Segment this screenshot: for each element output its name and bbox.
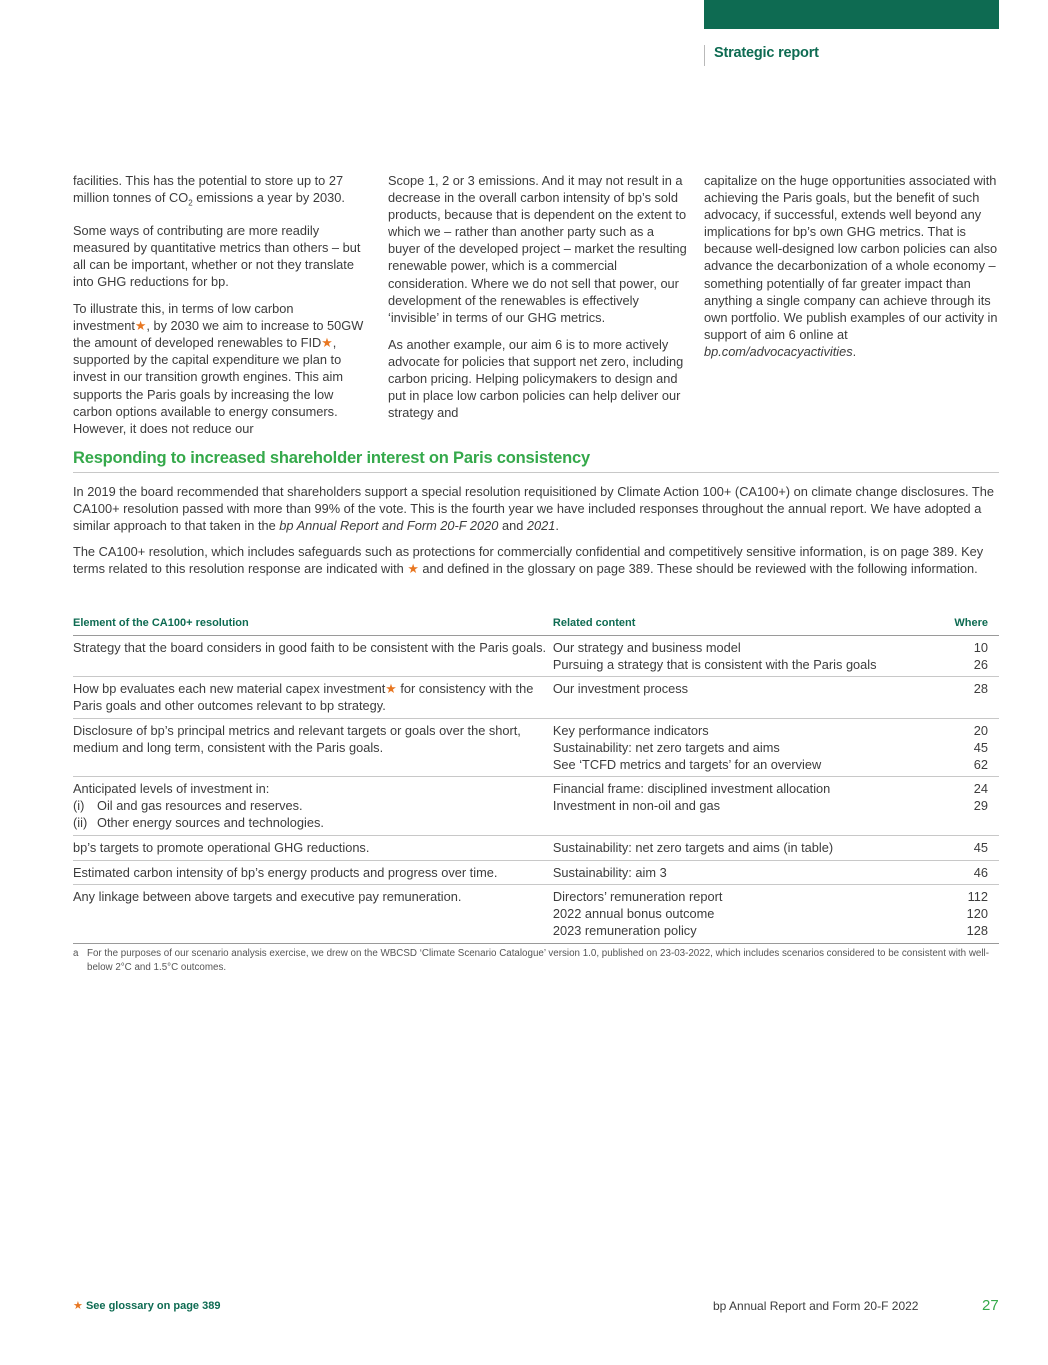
page-ref: 24	[973, 781, 988, 797]
page-ref: 10	[973, 639, 988, 655]
body-columns	[73, 172, 999, 442]
column-2	[388, 172, 688, 431]
where-cell	[938, 885, 999, 943]
page-ref: 128	[966, 922, 988, 938]
related-item: Financial frame: disciplined investment allocation	[552, 781, 831, 797]
element-cell	[73, 677, 553, 719]
header-related: Related content	[553, 613, 938, 635]
col1-p1-text-end: emissions a year by 2030.	[192, 190, 345, 206]
table-row	[73, 885, 999, 943]
element-cell: Estimated carbon intensity of bp’s energy products and progress over time.	[73, 860, 553, 885]
footnote-text: For the purposes of our scenario analysis exercise, we drew on the WBCSD ‘Climate Scenario Catalogue’ version 1.0, published on 23-03-2022, which includes scenarios considered to be consistent with well-below 2°C and 1.5°C outcomes.	[87, 948, 989, 973]
where-cell	[938, 835, 999, 860]
col1-paragraph-1	[73, 172, 369, 212]
glossary-star-icon: ★	[73, 1300, 83, 1312]
col1-p3-text-a: To illustrate this, in terms of low carbon investment	[73, 301, 294, 334]
page-ref: 46	[973, 864, 988, 880]
related-item: 2022 annual bonus outcome	[552, 906, 715, 922]
header-divider	[704, 45, 705, 66]
related-cell	[553, 718, 938, 776]
page-number: 27	[982, 1297, 999, 1314]
table-row	[73, 677, 999, 719]
related-item: Sustainability: net zero targets and aims (in table)	[552, 839, 834, 855]
glossary-star-icon: ★	[321, 335, 333, 351]
page-ref: 26	[973, 656, 988, 672]
sub-item-text: Other energy sources and technologies.	[97, 814, 324, 830]
related-item: Directors’ remuneration report	[552, 889, 723, 905]
co2-subscript: 2	[188, 198, 193, 208]
element-text-a: How bp evaluates each new material capex investment	[73, 681, 386, 697]
header-element: Element of the CA100+ resolution	[73, 613, 553, 635]
element-cell: bp’s targets to promote operational GHG reductions.	[73, 835, 553, 860]
column-1	[73, 172, 369, 447]
page-ref: 45	[973, 839, 988, 855]
header-where: Where	[938, 613, 999, 635]
section-heading: Responding to increased shareholder interest on Paris consistency	[73, 449, 590, 467]
col2-paragraph-2: As another example, our aim 6 is to more actively advocate for policies that support net zero, including carbon pricing. Helping policymakers to design and put in place low carbon policies can help deliver our strategy and	[388, 336, 684, 421]
intro2-text-b: and defined in the glossary on page 389. These should be reviewed with the following information.	[418, 561, 978, 577]
related-cell	[553, 777, 938, 835]
glossary-star-icon: ★	[407, 561, 419, 577]
glossary-text: See glossary on page 389	[85, 1300, 221, 1312]
intro1-year-ref: 2021	[526, 518, 556, 534]
element-cell: Any linkage between above targets and executive pay remuneration.	[73, 885, 553, 943]
element-text-b: for consistency with the Paris goals and other outcomes relevant to bp strategy.	[73, 681, 534, 714]
col3-p1-end: .	[852, 343, 857, 359]
footnote-label: a	[73, 948, 79, 959]
sub-item	[73, 798, 553, 815]
related-item: Sustainability: aim 3	[552, 864, 667, 880]
intro1-end: .	[555, 518, 559, 534]
intro1-text: In 2019 the board recommended that shareholders support a special resolution requisitioned by Climate Action 100+ (CA100+) on climate change disclosures. The CA100+ resolution passed with more than 99% of the vote. This is the fourth year we have included responses throughout the annual report. We have adopted a similar approach to that taken in the	[73, 484, 994, 534]
element-cell	[73, 777, 553, 835]
table-row	[73, 860, 999, 885]
sub-item-number: (i)	[73, 798, 85, 814]
intro2-text-a: The CA100+ resolution, which includes safeguards such as protections for commercially confidential and competitively sensitive information, is on page 389. Key terms related to this resolution response are indicated with	[73, 544, 984, 577]
related-item: Key performance indicators	[552, 722, 709, 738]
where-cell	[938, 677, 999, 719]
intro1-and: and	[498, 518, 527, 534]
section-intro	[73, 483, 999, 586]
element-cell: Strategy that the board considers in good faith to be consistent with the Paris goals.	[73, 635, 553, 677]
page-ref: 29	[973, 798, 988, 814]
related-cell	[553, 860, 938, 885]
related-cell	[553, 677, 938, 719]
related-cell	[553, 885, 938, 943]
section-label: Strategic report	[714, 45, 819, 61]
col1-p3-text-c: , supported by the capital expenditure we plan to invest in our transition growth engines. This aim supports the Paris goals by increasing the low carbon options available to energy consumers. However, it does not reduce our	[73, 335, 344, 436]
related-item: Sustainability: net zero targets and aims	[552, 739, 780, 755]
col1-paragraph-3	[73, 300, 369, 437]
page-ref: 62	[973, 756, 988, 772]
col3-paragraph-1	[704, 172, 1000, 360]
col1-p1-text: facilities. This has the potential to store up to 27 million tonnes of CO	[73, 173, 344, 206]
intro1-report-ref: bp Annual Report and Form 20-F 2020	[279, 518, 499, 534]
related-cell	[553, 835, 938, 860]
report-name: bp Annual Report and Form 20-F 2022	[713, 1299, 919, 1313]
top-accent-bar	[704, 0, 999, 29]
column-3	[704, 172, 1000, 370]
related-item: Pursuing a strategy that is consistent with the Paris goals	[552, 656, 877, 672]
table-row	[73, 635, 999, 677]
sub-item-number: (ii)	[73, 814, 88, 830]
where-cell	[938, 777, 999, 835]
col2-paragraph-1: Scope 1, 2 or 3 emissions. And it may not result in a decrease in the overall carbon intensity of bp’s sold products, because that is dependent on the extent to which we – rather than another party such as a buyer of the developed project – market the resulting renewable power, which is a commercial consideration. Where we do not sell that power, our development of the renewables is effectively ‘invisible’ in terms of our GHG metrics.	[388, 173, 687, 325]
where-cell	[938, 635, 999, 677]
heading-rule	[73, 472, 999, 473]
table-row	[73, 835, 999, 860]
table-row	[73, 777, 999, 835]
glossary-star-icon: ★	[134, 318, 147, 334]
related-cell	[553, 635, 938, 677]
col1-p3-text-b: , by 2030 we aim to increase to 50GW the amount of developed renewables to FID	[73, 318, 364, 351]
page-ref: 45	[973, 739, 988, 755]
glossary-reference	[73, 1299, 220, 1312]
where-cell	[938, 860, 999, 885]
table-header-row	[73, 613, 999, 635]
sub-item	[73, 815, 553, 832]
related-item: Our strategy and business model	[552, 639, 741, 655]
footnote	[73, 947, 999, 975]
related-item: Investment in non-oil and gas	[552, 798, 721, 814]
col1-paragraph-2: Some ways of contributing are more readily measured by quantitative metrics than others – but all can be important, whether or not they translate into GHG reductions for bp.	[73, 222, 361, 290]
ca100-table	[73, 613, 999, 944]
page-ref: 120	[966, 906, 988, 922]
page-ref: 28	[973, 681, 988, 697]
glossary-star-icon: ★	[385, 681, 397, 697]
element-cell: Disclosure of bp’s principal metrics and relevant targets or goals over the short, medium and long term, consistent with the Paris goals.	[73, 718, 553, 776]
related-item: Our investment process	[552, 681, 689, 697]
related-item: See ‘TCFD metrics and targets’ for an overview	[552, 756, 822, 772]
advocacy-link[interactable]: bp.com/advocacyactivities	[704, 343, 853, 359]
col3-p1-text: capitalize on the huge opportunities associated with achieving the Paris goals, but the benefit of such advocacy, if successful, extends well beyond any implications for bp’s own GHG metrics. That is because well-designed low carbon policies can also advance the decarbonization of a whole economy – something potentially of far greater impact than anything a single company can achieve through its own portfolio. We publish examples of our activity in support of aim 6 online at	[704, 173, 998, 342]
where-cell	[938, 718, 999, 776]
page-ref: 112	[967, 889, 988, 905]
related-item: 2023 remuneration policy	[552, 922, 697, 938]
page-ref: 20	[973, 722, 988, 738]
element-text: Anticipated levels of investment in:	[73, 781, 270, 797]
intro-paragraph-2	[73, 543, 999, 577]
sub-item-text: Oil and gas resources and reserves.	[97, 798, 303, 814]
table-row	[73, 718, 999, 776]
intro-paragraph-1	[73, 483, 999, 534]
